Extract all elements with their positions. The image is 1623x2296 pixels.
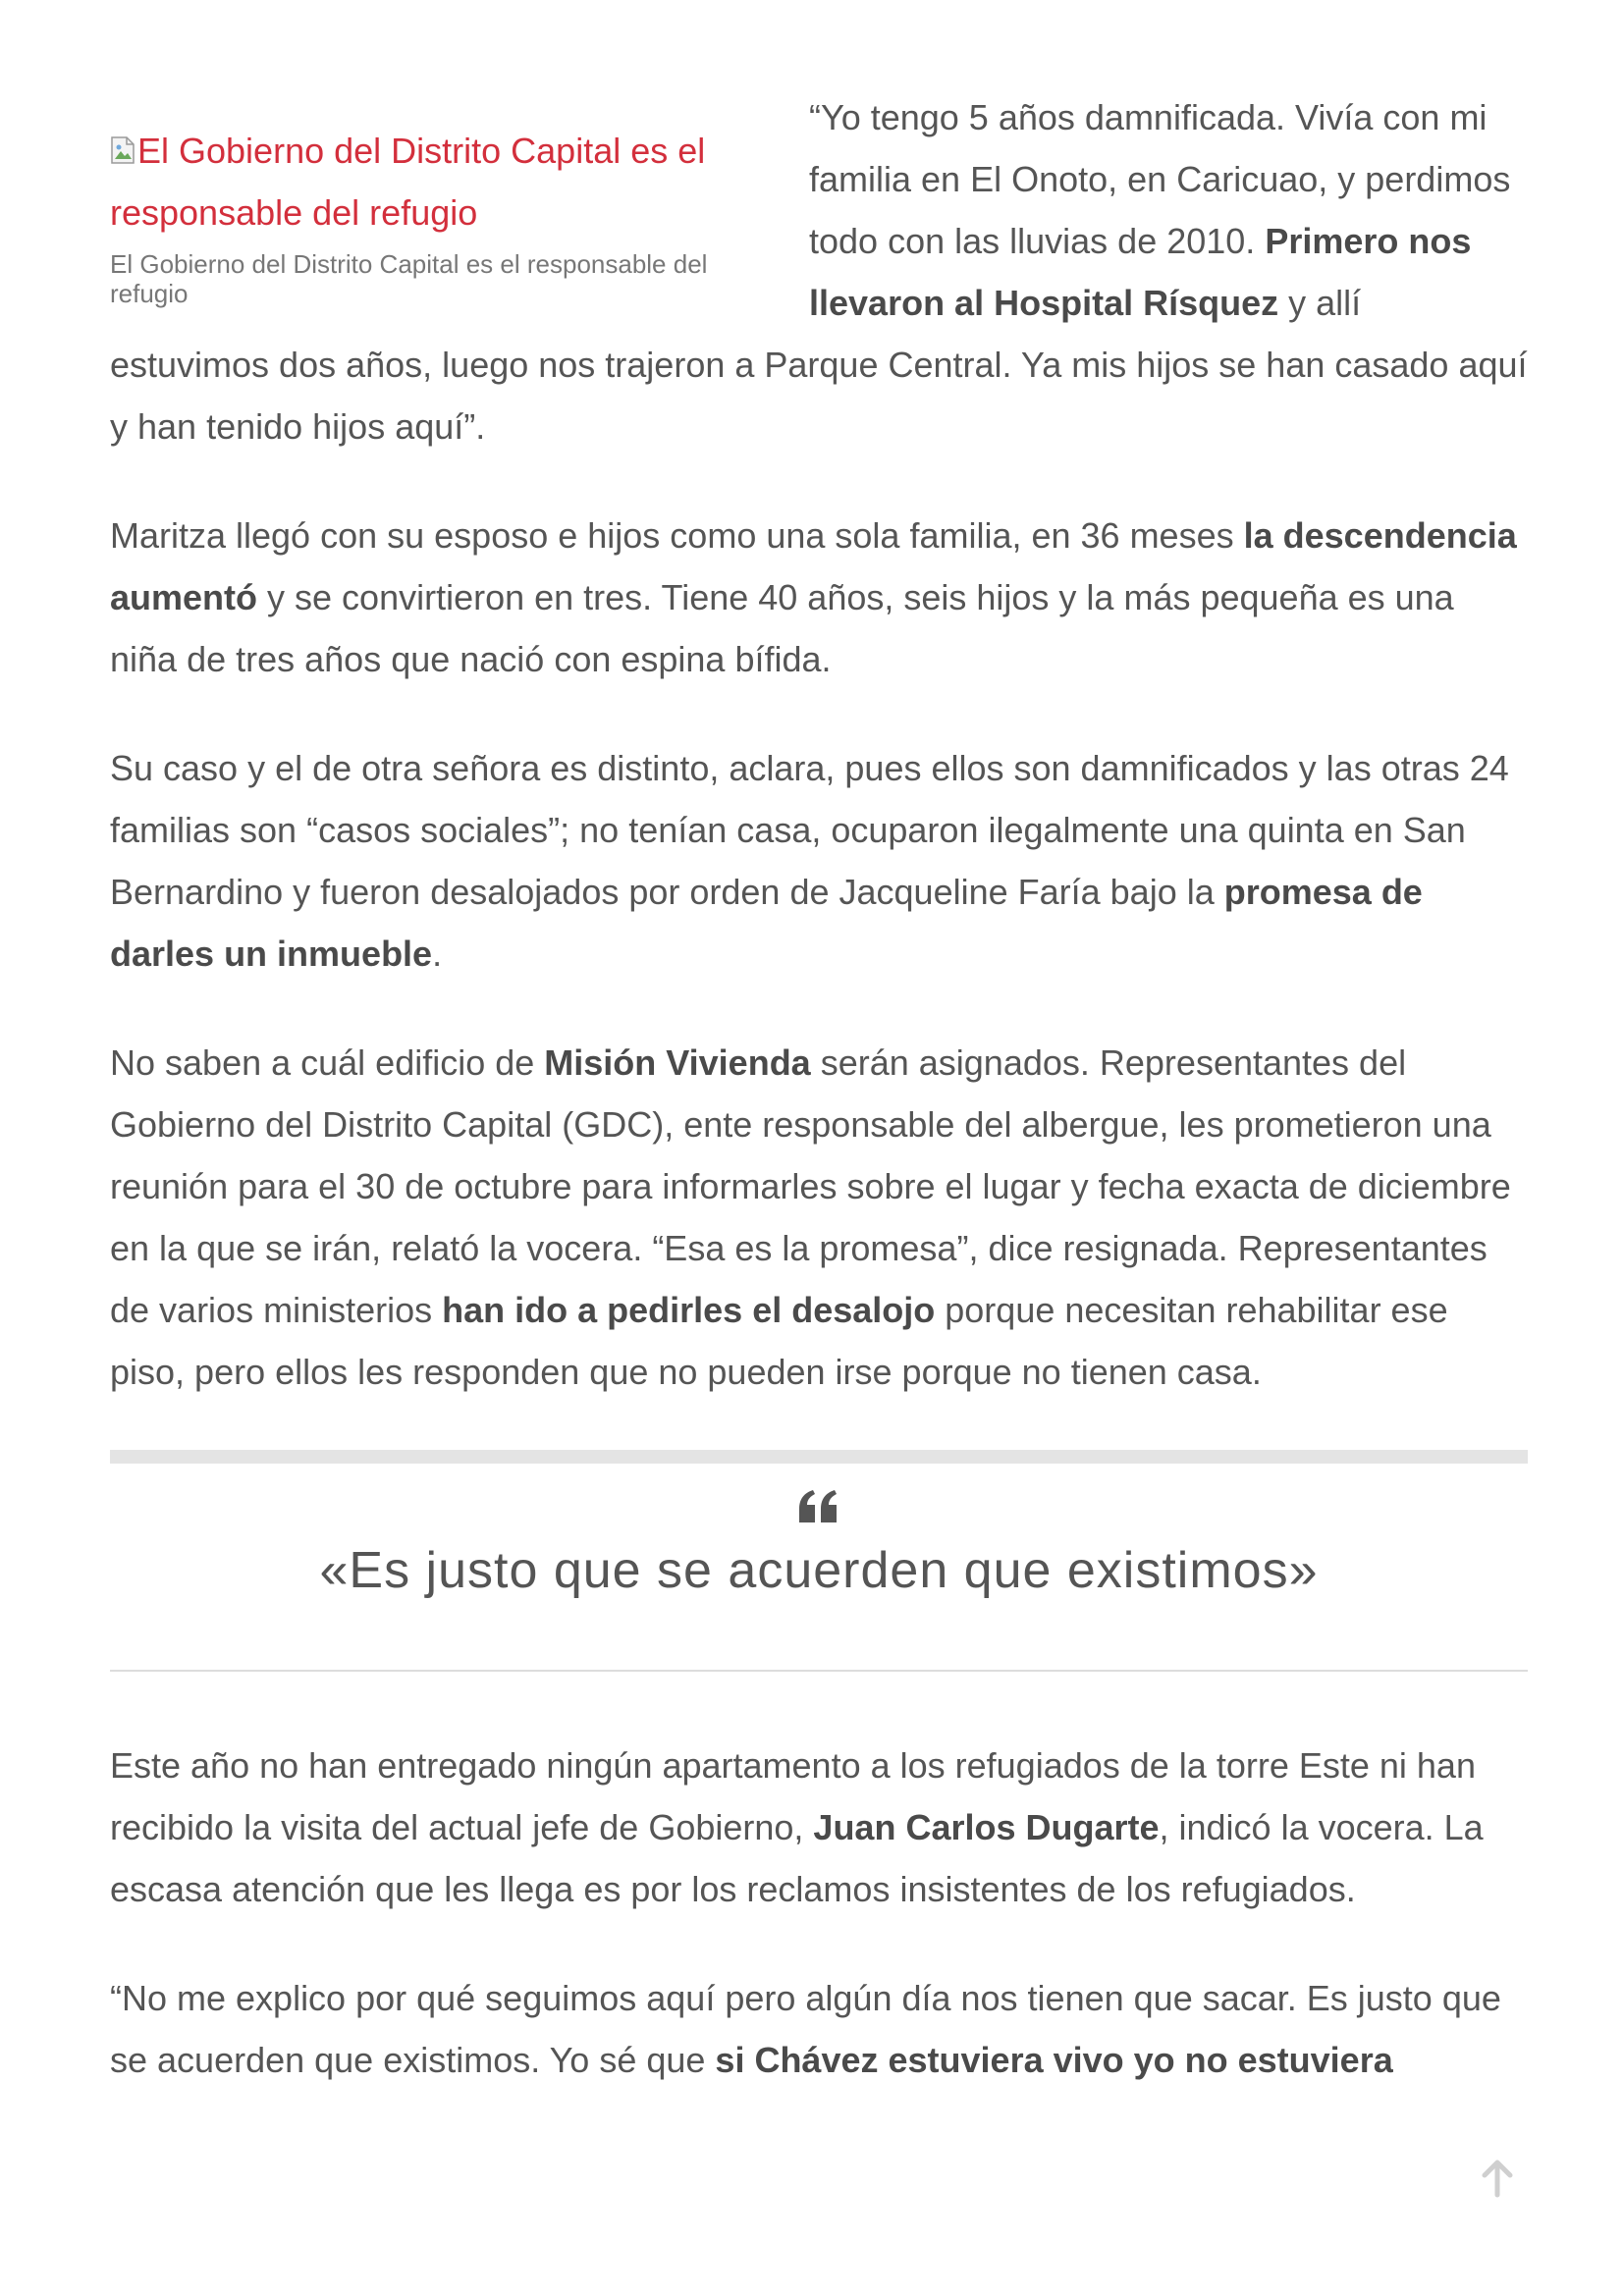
figure-caption: El Gobierno del Distrito Capital es el responsable del refugio — [110, 249, 708, 308]
paragraph-segment: Maritza llegó con su esposo e hijos como una sola familia, en 36 meses — [110, 515, 1244, 556]
paragraph-segment: serán asignados. Representantes del Gobierno del Distrito Capital (GDC), ente responsable del albergue, les prometieron una reunión para el 30 de octubre para informarles sobre el lugar y fecha exacta de diciembre en la que se irán, relató la vocera. “Esa es la promesa”, dice resignada. Representantes de varios ministerios — [110, 1042, 1511, 1330]
paragraph-segment: . — [432, 934, 443, 974]
paragraph — [110, 737, 1528, 985]
arrow-up-icon[interactable] — [1476, 2156, 1519, 2199]
paragraph — [110, 1735, 1528, 1920]
paragraph-segment: , indicó la vocera. La escasa atención que les llega es por los reclamos insistentes de los refugiados. — [110, 1807, 1484, 1909]
paragraph — [110, 1032, 1528, 1403]
broken-image-icon — [110, 135, 135, 165]
paragraph — [110, 1967, 1528, 2091]
paragraph-segment: “No me explico por qué seguimos aquí pero algún día nos tienen que sacar. Es justo que se acuerden que existimos. Yo sé que — [110, 1978, 1501, 2080]
figure-alt-text: El Gobierno del Distrito Capital es el responsable del refugio — [110, 131, 706, 233]
pullquote-text: «Es justo que se acuerden que existimos» — [319, 1542, 1319, 1599]
paragraph-segment: Este año no han entregado ningún apartamento a los refugiados de la torre Este ni han recibido la visita del actual jefe de Gobierno, — [110, 1745, 1476, 1847]
paragraph-bold-segment: la descendencia aumentó — [110, 515, 1517, 617]
paragraph-segment: y allí estuvimos dos años, luego nos trajeron a Parque Central. Ya mis hijos se han casado aquí y han tenido hijos aquí”. — [110, 283, 1528, 447]
paragraph-segment: No saben a cuál edificio de — [110, 1042, 545, 1083]
paragraph-segment: Su caso y el de otra señora es distinto, aclara, pues ellos son damnificados y las otras 24 familias son “casos sociales”; no tenían casa, ocuparon ilegalmente una quinta en San Bernardino y fueron desalojados por orden de Jacqueline Faría bajo la — [110, 748, 1509, 912]
paragraph — [110, 86, 1528, 457]
quote-icon — [797, 1489, 840, 1524]
paragraph-bold-segment: promesa de darles un inmueble — [110, 872, 1423, 974]
article-body — [110, 86, 1528, 2138]
article-figure — [110, 120, 719, 308]
paragraph-segment: “Yo tengo 5 años damnificada. Vivía con mi familia en El Onoto, en Caricuao, y perdimos todo con las lluvias de 2010. — [809, 97, 1511, 261]
paragraph-bold-segment: si Chávez estuviera vivo yo no estuviera — [715, 2040, 1393, 2080]
pullquote-block — [110, 1450, 1528, 1672]
paragraph — [110, 505, 1528, 690]
paragraph-bold-segment: Primero nos llevaron al Hospital Rísquez — [809, 221, 1472, 323]
paragraph-segment: y se convirtieron en tres. Tiene 40 años, seis hijos y la más pequeña es una niña de tres años que nació con espina bífida. — [110, 577, 1454, 679]
paragraph-bold-segment: han ido a pedirles el desalojo — [442, 1290, 936, 1330]
paragraph-bold-segment: Juan Carlos Dugarte — [813, 1807, 1160, 1847]
figure-image-link[interactable] — [110, 120, 719, 243]
paragraph-bold-segment: Misión Vivienda — [544, 1042, 811, 1083]
paragraph-segment: porque necesitan rehabilitar ese piso, pero ellos les responden que no pueden irse porque no tienen casa. — [110, 1290, 1448, 1392]
